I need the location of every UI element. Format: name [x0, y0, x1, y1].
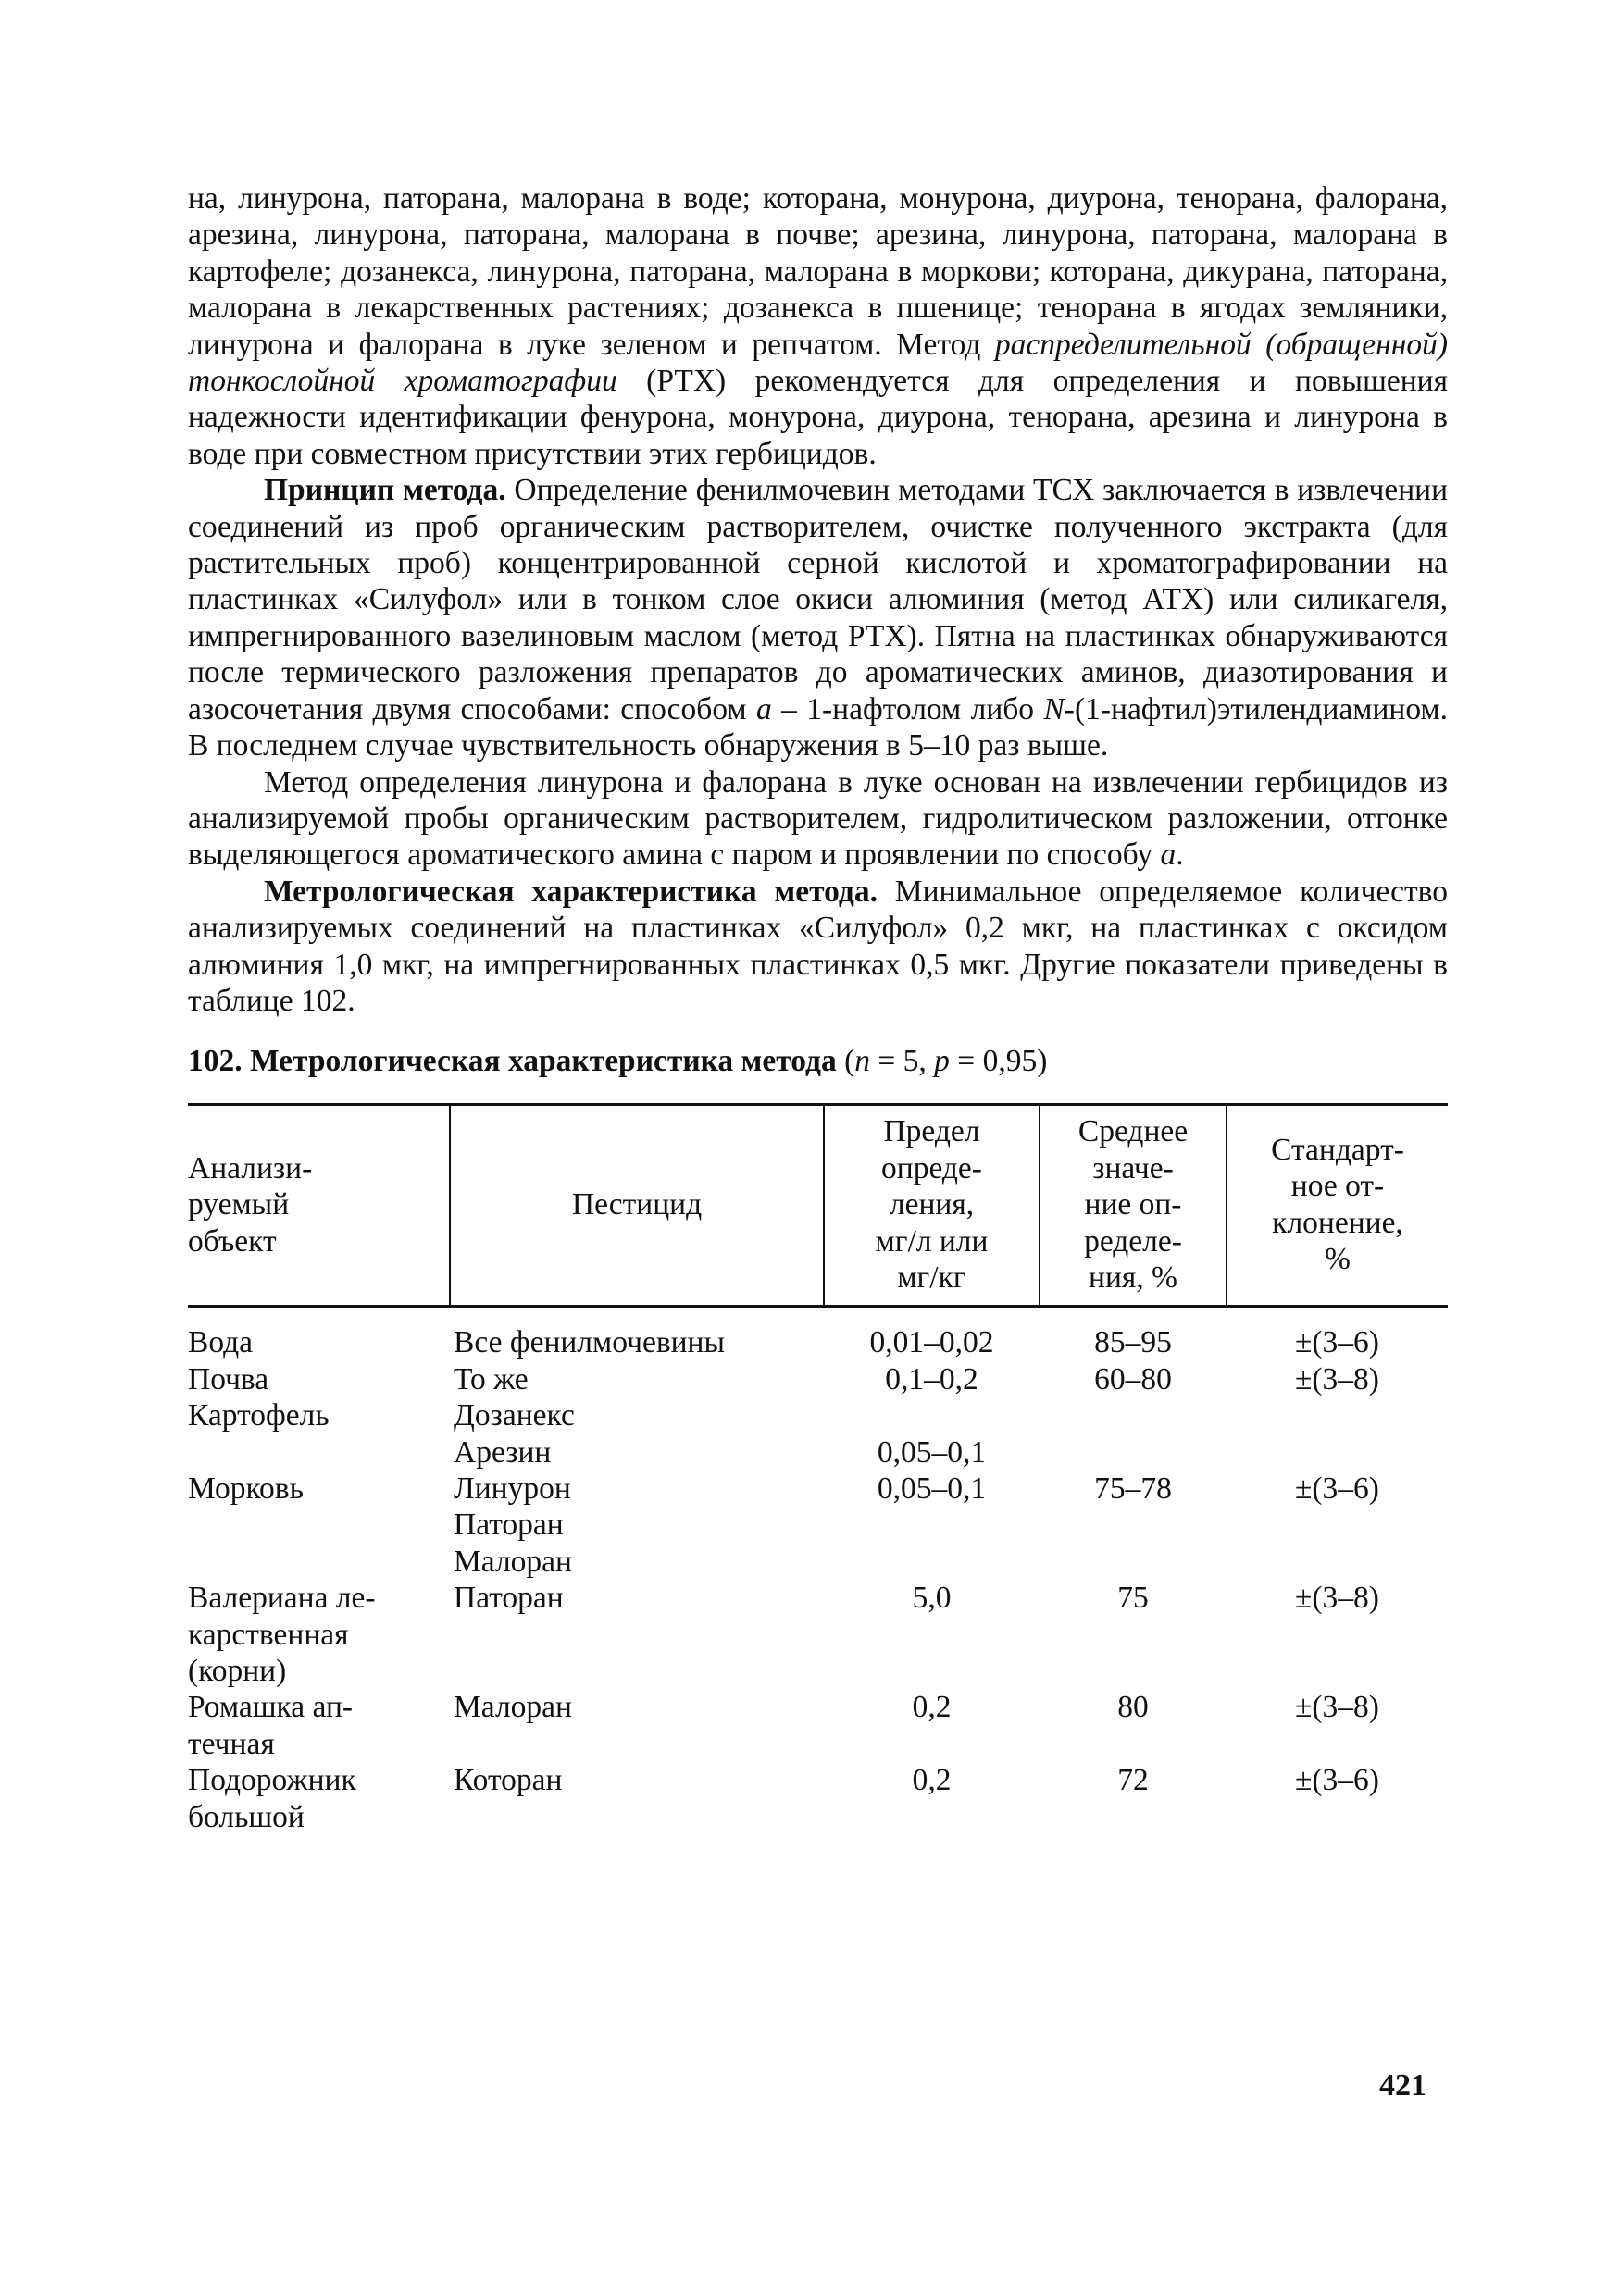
table-row — [188, 1507, 1448, 1543]
cell-mean: 75 — [1117, 1581, 1149, 1616]
header-mean-line: ния, % — [1089, 1260, 1177, 1295]
header-mean-line: Среднее — [1077, 1114, 1189, 1149]
cell-object — [188, 1544, 450, 1580]
metrology-table — [188, 1103, 1448, 1835]
table-caption-open: ( — [836, 1044, 855, 1079]
cell-object-line: большой — [188, 1799, 305, 1834]
cell-pesticide: Малоран — [454, 1544, 572, 1579]
paragraph-principle-lead: Принцип метода. — [264, 473, 506, 508]
cell-deviation: ±(3–6) — [1295, 1325, 1379, 1360]
table-row — [188, 1471, 1448, 1507]
cell-object — [188, 1507, 450, 1543]
paragraph-principle-method-a: а — [756, 691, 772, 726]
table-caption-p-var: p — [934, 1044, 950, 1079]
cell-object-line: (корни) — [188, 1654, 287, 1689]
cell-deviation: ±(3–6) — [1295, 1471, 1379, 1506]
header-pesticide — [450, 1105, 824, 1307]
cell-object — [188, 1762, 450, 1835]
cell-object-line: Подорожник — [188, 1763, 356, 1798]
cell-mean: 80 — [1117, 1690, 1149, 1725]
header-deviation-line: клонение, — [1272, 1205, 1403, 1240]
header-deviation-line: Стандарт- — [1271, 1133, 1404, 1168]
paragraph-onion-method — [188, 764, 1448, 874]
cell-mean: 85–95 — [1094, 1325, 1172, 1360]
paragraph-onion-method-a: а — [1160, 838, 1177, 873]
cell-pesticide: Все фенилмочевины — [454, 1325, 725, 1360]
cell-limit: 5,0 — [912, 1581, 952, 1616]
page-body — [188, 180, 1448, 1835]
cell-deviation: ±(3–8) — [1295, 1361, 1379, 1396]
cell-object — [188, 1689, 450, 1762]
cell-deviation — [1227, 1507, 1448, 1543]
cell-pesticide: Дозанекс — [454, 1398, 575, 1433]
cell-limit: 0,01–0,02 — [869, 1325, 994, 1360]
cell-deviation: ±(3–6) — [1295, 1763, 1379, 1798]
cell-limit — [824, 1397, 1040, 1433]
header-object-line: руемый — [188, 1187, 290, 1222]
table-caption-title: 102. Метрологическая характеристика метода — [188, 1044, 837, 1079]
cell-pesticide: Которан — [454, 1763, 563, 1798]
cell-object — [188, 1434, 450, 1471]
header-limit-line: ления, — [889, 1187, 975, 1222]
cell-mean: 60–80 — [1094, 1361, 1172, 1396]
cell-object: Вода — [188, 1325, 254, 1360]
table-row — [188, 1762, 1448, 1835]
cell-pesticide: Арезин — [454, 1434, 552, 1470]
cell-deviation — [1227, 1434, 1448, 1471]
paragraph-intro — [188, 180, 1448, 472]
paragraph-principle — [188, 472, 1448, 763]
table-row — [188, 1361, 1448, 1397]
cell-deviation — [1227, 1544, 1448, 1580]
table-row — [188, 1544, 1448, 1580]
paragraph-principle-text-c: – 1-нафтолом либо — [771, 691, 1044, 726]
header-deviation — [1227, 1105, 1448, 1307]
cell-pesticide: Линурон — [454, 1471, 571, 1506]
cell-pesticide: То же — [454, 1361, 529, 1396]
cell-limit — [824, 1544, 1040, 1580]
cell-limit: 0,05–0,1 — [877, 1434, 987, 1470]
header-limit-line: Предел — [883, 1114, 980, 1149]
cell-mean — [1040, 1544, 1227, 1580]
table-caption — [188, 1043, 1448, 1080]
cell-object-line: Ромашка ап- — [188, 1690, 354, 1725]
cell-limit: 0,1–0,2 — [885, 1361, 978, 1396]
cell-deviation: ±(3–8) — [1295, 1581, 1379, 1616]
table-row — [188, 1397, 1448, 1433]
cell-deviation: ±(3–8) — [1295, 1690, 1379, 1725]
cell-limit: 0,05–0,1 — [877, 1471, 987, 1506]
cell-object — [188, 1580, 450, 1689]
cell-deviation — [1227, 1397, 1448, 1433]
paragraph-onion-text-c: . — [1176, 838, 1184, 873]
paragraph-onion-text-a: Метод определения линурона и фалорана в луке основан на извлечении гербицидов из анализируемой пробы органическим растворителем, гидролитическом разложении, отгонке выделяющегося ароматического амина с паром и проявлении по способу — [188, 764, 1448, 873]
header-limit-line: мг/кг — [897, 1260, 966, 1295]
paragraph-principle-text-a: Определение фенилмочевин методами ТСХ заключается в извлечении соединений из проб органическим растворителем, очистке полученного экстракта (для растительных проб) концентрированной серной кислотой и хроматографировании на пластинках «Силуфол» или в тонком слое окиси алюминия (метод АТХ) или силикагеля, импрегнированного вазелиновым маслом (метод РТХ). Пятна на пластинках обнаруживаются после термического разложения препаратов до ароматических аминов, диазотирования и азосочетания двумя способами: способом — [188, 473, 1448, 726]
header-mean-line: значе- — [1092, 1150, 1174, 1185]
paragraph-principle-text-e: -(1-нафтил)этилендиамином. В последнем случае чувствительность обнаружения в 5–10 раз выше. — [188, 691, 1448, 763]
cell-object: Картофель — [188, 1398, 330, 1433]
paragraph-metrology-text: Минимальное определяемое количество анализируемых соединений на пластинках «Силуфол» 0,2 мкг, на пластинках с оксидом алюминия 1,0 мкг, на импрегнированных пластинках 0,5 мкг. Другие показатели приведены в таблице 102. — [188, 874, 1448, 1018]
table-caption-p-eq: = 0,95) — [949, 1044, 1048, 1079]
cell-pesticide: Малоран — [454, 1690, 572, 1725]
paragraph-metrology-lead: Метрологическая характеристика метода. — [264, 874, 878, 909]
header-deviation-line: % — [1325, 1242, 1351, 1277]
table-caption-n-var: n — [854, 1044, 871, 1079]
header-object — [188, 1105, 450, 1307]
cell-mean — [1040, 1434, 1227, 1471]
cell-mean: 75–78 — [1094, 1471, 1172, 1506]
table-header-row — [188, 1105, 1448, 1307]
cell-pesticide: Паторан — [454, 1508, 564, 1543]
cell-limit — [824, 1507, 1040, 1543]
paragraph-metrology — [188, 874, 1448, 1020]
header-deviation-line: ное от- — [1290, 1169, 1385, 1204]
cell-mean — [1040, 1397, 1227, 1433]
cell-limit: 0,2 — [912, 1690, 952, 1725]
header-limit-line: опреде- — [881, 1150, 982, 1185]
cell-object-line: карственная — [188, 1617, 349, 1652]
header-limit-line: мг/л или — [875, 1223, 989, 1259]
paragraph-intro-text-a: на, линурона, паторана, малорана в воде; которана, монурона, диурона, тенорана, фалорана, арезина, линурона, паторана, малорана в почве; арезина, линурона, паторана, малорана в картофеле; дозанекса, линурона, паторана, малорана в моркови; которана, дикурана, паторана, малорана в лекарственных растениях; дозанекса в пшенице; тенорана в ягодах земляники, линурона и фалорана в луке зеленом и репчатом. Метод — [188, 181, 1448, 362]
cell-mean — [1040, 1507, 1227, 1543]
cell-object-line: Валериана ле- — [188, 1581, 376, 1616]
header-pesticide-line: Пестицид — [571, 1187, 703, 1222]
table-row — [188, 1580, 1448, 1689]
header-object-line: Анализи- — [188, 1150, 313, 1185]
paragraph-intro-text-c: (РТХ) рекомендуется для определения и повышения надежности идентификации фенурона, монурона, диурона, тенорана, арезина и линурона в воде при совместном присутствии этих гербицидов. — [188, 364, 1448, 471]
cell-object-line: течная — [188, 1726, 275, 1761]
table-body — [188, 1307, 1448, 1835]
header-object-line: объект — [188, 1223, 277, 1259]
table-row — [188, 1434, 1448, 1471]
cell-object: Почва — [188, 1361, 269, 1396]
header-mean-line: ределе- — [1084, 1223, 1182, 1259]
cell-pesticide: Паторан — [454, 1581, 564, 1616]
cell-object: Морковь — [188, 1471, 304, 1506]
page-number: 421 — [1379, 2068, 1426, 2103]
table-row — [188, 1307, 1448, 1361]
table-caption-n-eq: = 5, — [870, 1044, 935, 1079]
paragraph-principle-n-symbol: N — [1043, 691, 1065, 726]
header-mean-line: ние оп- — [1084, 1187, 1182, 1222]
paragraph-intro-emphasis: распределительной (обращенной) тонкослойной хроматографии — [188, 327, 1448, 399]
header-mean — [1040, 1105, 1227, 1307]
cell-mean: 72 — [1117, 1763, 1149, 1798]
header-limit — [824, 1105, 1040, 1307]
table-row — [188, 1689, 1448, 1762]
cell-limit: 0,2 — [912, 1763, 952, 1798]
